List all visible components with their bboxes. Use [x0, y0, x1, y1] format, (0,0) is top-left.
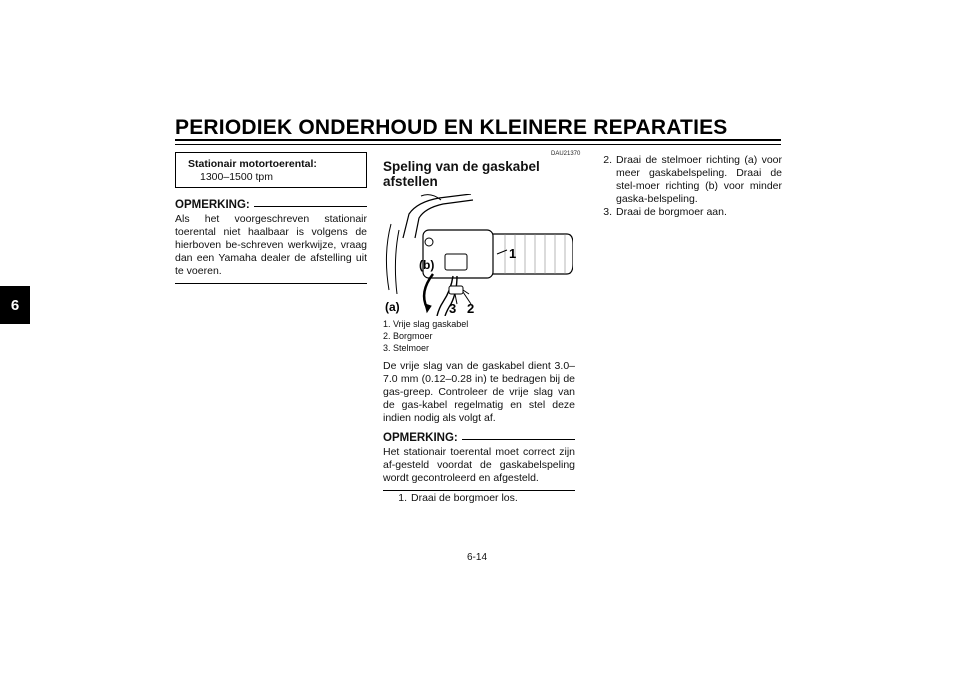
spec-value: 1300–1500 tpm [200, 171, 273, 183]
body-paragraph: De vrije slag van de gaskabel dient 3.0–7.0 mm (0.12–0.28 in) te bedragen bij de gas-greep. Controleer de vrije slag van de gas-kabel regelmatig en stel deze indien nodig als volgt af. [383, 360, 575, 424]
note-heading-1 [175, 199, 367, 211]
callout-b: (b) [419, 258, 435, 272]
section-code: DAU21370 [551, 151, 581, 157]
note-text-2: Het stationair toerental moet correct zijn af-gesteld voordat de gaskabelspeling wordt gecontroleerd en afgesteld. [383, 446, 575, 484]
note-heading-2 [383, 432, 575, 444]
step-number: 2. [603, 154, 612, 166]
note-end-rule-2 [383, 490, 575, 491]
step-text: Draai de stelmoer richting (a) voor meer gaskabelspeling. Draai de stel-moer richting (b) voor minder gaska-belspeling. [616, 154, 782, 205]
note-heading-text-2: OPMERKING: [383, 432, 458, 444]
callout-a: (a) [385, 300, 400, 314]
page-number: 6-14 [467, 552, 488, 563]
caption-item: 1. Vrije slag gaskabel [383, 319, 469, 329]
header-rule [175, 139, 781, 141]
section-title-line-1: Speling van de gaskabel [383, 159, 540, 174]
note-end-rule-1 [175, 283, 367, 284]
page-title: PERIODIEK ONDERHOUD EN KLEINERE REPARATIES [175, 116, 728, 139]
step-item [592, 206, 782, 219]
section-title [383, 159, 540, 189]
spec-label: Stationair motortoerental: [188, 158, 317, 170]
section-title-line-2: afstellen [383, 174, 438, 189]
figure-captions [383, 318, 575, 354]
note-block-1 [175, 199, 367, 284]
spec-box [175, 152, 367, 188]
step-item [383, 492, 575, 505]
caption-item: 3. Stelmoer [383, 343, 430, 353]
caption-item: 2. Borgmoer [383, 331, 433, 341]
note-text-1: Als het voorgeschreven stationair toerental niet haalbaar is volgens de hierboven be-schreven werkwijze, vraag dan een Yamaha dealer de afstelling uit te voeren. [175, 213, 367, 277]
callout-3: 3 [449, 301, 457, 316]
callout-2: 2 [467, 301, 475, 316]
note-block-2 [383, 432, 575, 491]
chapter-tab: 6 [0, 286, 30, 324]
step-number: 3. [603, 206, 612, 218]
step-text: Draai de borgmoer aan. [616, 206, 727, 218]
note-heading-rule-1 [254, 206, 367, 207]
step-text: Draai de borgmoer los. [411, 492, 518, 504]
throttle-grip-illustration [381, 194, 573, 316]
step-item [592, 154, 782, 206]
step-number: 1. [398, 492, 407, 504]
callout-1: 1 [509, 246, 517, 261]
note-heading-rule-2 [462, 439, 575, 440]
header-rule-thin [175, 144, 781, 145]
note-heading-text-1: OPMERKING: [175, 199, 250, 211]
